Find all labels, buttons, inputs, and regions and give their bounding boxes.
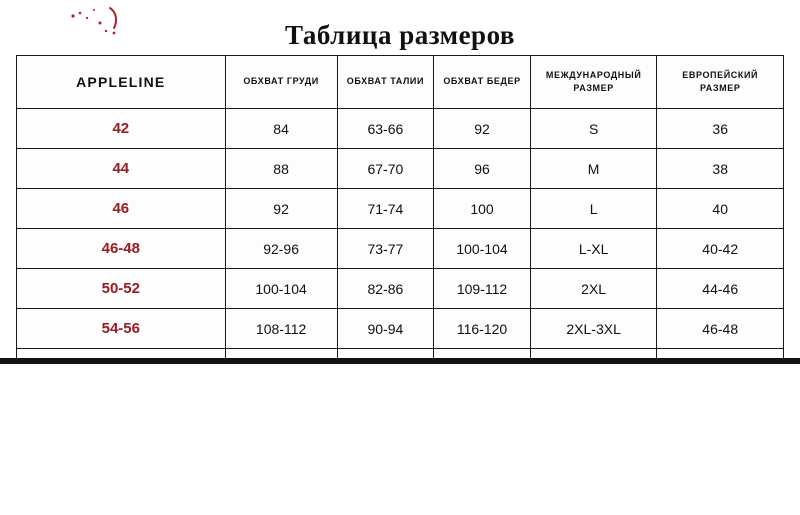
cell-size: 50-52: [17, 269, 226, 309]
cell-hips: 100-104: [434, 229, 531, 269]
table-row: [17, 149, 784, 189]
cell-bust: 92: [225, 189, 337, 229]
column-header-international-size: МЕЖДУНАРОДНЫЙ РАЗМЕР: [530, 56, 657, 109]
cell-waist: 82-86: [337, 269, 434, 309]
column-header-bust: ОБХВАТ ГРУДИ: [225, 56, 337, 109]
cell-bust: 84: [225, 109, 337, 149]
table-row: [17, 269, 784, 309]
table-header-row: [17, 56, 784, 109]
cell-international: L-XL: [530, 229, 657, 269]
cell-european: 36: [657, 109, 784, 149]
cell-bust: 100-104: [225, 269, 337, 309]
cell-bust: 92-96: [225, 229, 337, 269]
cell-waist: 63-66: [337, 109, 434, 149]
table-row: [17, 229, 784, 269]
cell-waist: 73-77: [337, 229, 434, 269]
cell-hips: 116-120: [434, 309, 531, 349]
cell-waist: 67-70: [337, 149, 434, 189]
cell-hips: 92: [434, 109, 531, 149]
cell-size: 46: [17, 189, 226, 229]
column-header-hips: ОБХВАТ БЕДЕР: [434, 56, 531, 109]
cell-waist: 90-94: [337, 309, 434, 349]
size-table: [16, 55, 784, 389]
cell-european: 40: [657, 189, 784, 229]
column-header-european-size: ЕВРОПЕЙСКИЙ РАЗМЕР: [657, 56, 784, 109]
table-header: [17, 56, 784, 109]
cell-size: 54-56: [17, 309, 226, 349]
cell-international: 2XL: [530, 269, 657, 309]
table-row: [17, 109, 784, 149]
size-table-container: [16, 55, 784, 389]
cell-international: L: [530, 189, 657, 229]
cell-size: 46-48: [17, 229, 226, 269]
cell-international: 2XL-3XL: [530, 309, 657, 349]
cell-international: S: [530, 109, 657, 149]
cell-european: 46-48: [657, 309, 784, 349]
cell-european: 44-46: [657, 269, 784, 309]
cell-bust: 108-112: [225, 309, 337, 349]
table-row: [17, 309, 784, 349]
column-header-waist: ОБХВАТ ТАЛИИ: [337, 56, 434, 109]
cell-international: M: [530, 149, 657, 189]
table-row: [17, 189, 784, 229]
cell-size: 44: [17, 149, 226, 189]
cell-hips: 100: [434, 189, 531, 229]
cell-european: 40-42: [657, 229, 784, 269]
table-body: [17, 109, 784, 389]
blank-lower-area: [0, 364, 800, 515]
cell-waist: 71-74: [337, 189, 434, 229]
column-header-brand: APPLELINE: [17, 56, 226, 109]
page-title: Таблица размеров: [285, 20, 515, 50]
cell-hips: 96: [434, 149, 531, 189]
cell-size: 42: [17, 109, 226, 149]
cell-european: 38: [657, 149, 784, 189]
cell-bust: 88: [225, 149, 337, 189]
cell-hips: 109-112: [434, 269, 531, 309]
